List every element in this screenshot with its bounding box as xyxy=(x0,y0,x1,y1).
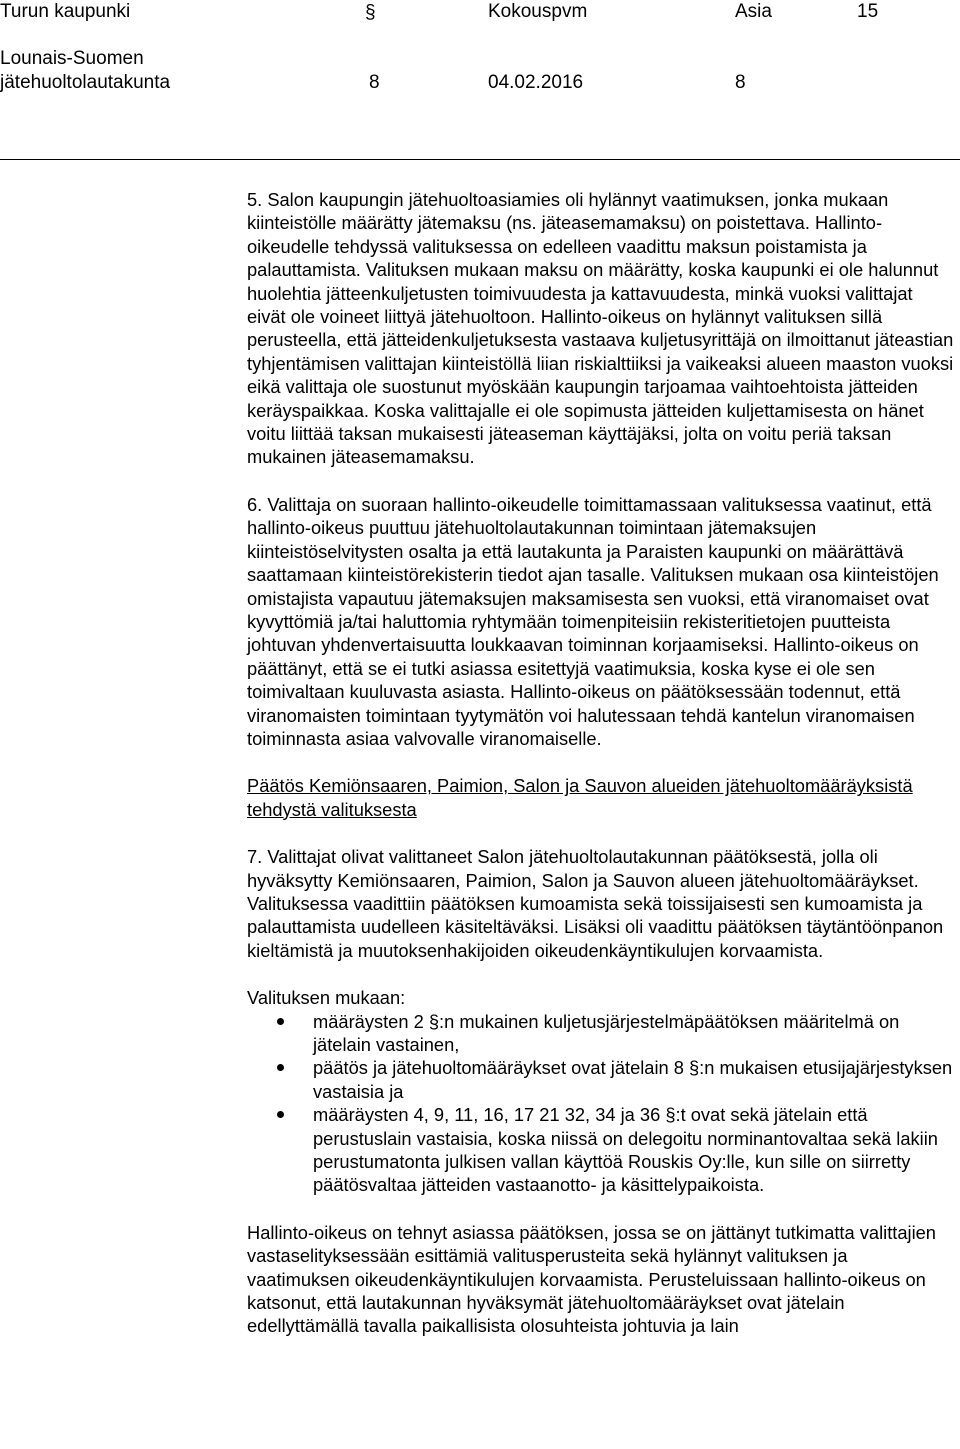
list-item-text: määräysten 2 §:n mukainen kuljetusjärjestelmäpäätöksen määritelmä on jätelain vastainen, xyxy=(313,1010,900,1055)
list-item-text: päätös ja jätehuoltomääräykset ovat jätelain 8 §:n mukaisen etusijajärjestyksen vastaisia ja xyxy=(313,1057,953,1102)
bullet-icon xyxy=(277,1111,284,1118)
list-item xyxy=(247,1103,954,1197)
list-item-text: määräysten 4, 9, 11, 16, 17 21 32, 34 ja 36 §:t ovat sekä jätelain että perustuslain vastaisia, koska niissä on delegoitu norminantovaltaa sekä lakiin perustumatonta julkisen vallan käyttöä Rouskis Oy:lle, kun sille on siirretty päätösvaltaa jätteiden vastaanotto- ja käsittelypaikoista. xyxy=(313,1104,938,1196)
list-item xyxy=(247,1010,954,1057)
section-heading: Päätös Kemiönsaaren, Paimion, Salon ja Sauvon alueiden jätehuoltomääräyksistä tehdystä valituksesta xyxy=(247,775,913,820)
header-board-line2: jätehuoltolautakunta xyxy=(0,72,171,93)
paragraph-5: 5. Salon kaupungin jätehuoltoasiamies oli hylännyt vaatimuksen, jonka mukaan kiinteistölle määrätty jätemaksu (ns. jäteasemamaksu) on poistettava. Hallinto-oikeudelle tehdyssä valituksessa on edelleen vaadittu maksun poistamista ja palauttamista. Valituksen mukaan maksu on määrätty, koska kaupunki ei ole halunnut huolehtia jätteenkuljetusten toimivuudesta ja kattavuudesta, minkä vuoksi valittajat eivät ole voineet liittyä jätehuoltoon. Hallinto-oikeus on hylännyt valituksen sillä perusteella, että jätteidenkuljetuksesta vastaava kuljetusyrittäjä on ilmoittanut jäteastian tyhjentämisen valittajan kiinteistöllä liian riskialttiiksi ja vaikeaksi alueen maaston vuoksi eikä valittaja ole suostunut myöskään kaupungin tarjoamaa vaihtoehtoista jätteiden keräyspaikkaa. Koska valittajalle ei ole sopimusta jätteiden kuljettamisesta on hänet voitu liittää taksan mukaisesti jäteaseman käyttäjäksi, jolta on voitu periä taksan mukainen jäteasemamaksu. xyxy=(247,189,954,468)
paragraph-6: 6. Valittaja on suoraan hallinto-oikeudelle toimittamassaan valituksessa vaatinut, että hallinto-oikeus puuttuu jätehuoltolautakunnan toimintaan jätemaksujen kiinteistöselvitysten osalta ja että lautakunta ja Paraisten kaupunki on määrättävä saattamaan kiinteistörekisterin tiedot ajan tasalle. Valituksen mukaan osa kiinteistöjen omistajista vapautuu jätemaksujen maksamisesta sen vuoksi, että viranomaiset ovat kyvyttömiä ja/tai haluttomia ryhtymään toimenpiteisiin rekisteritietojen puutteista johtuvan yhdenvertaisuutta loukkaavan toiminnan korjaamiseksi. Hallinto-oikeus on päättänyt, että se ei tutki asiassa esitettyjä vaatimuksia, koska kyse ei ole sen toimivaltaan kuuluvasta asiasta. Hallinto-oikeus on päätöksessään todennut, että viranomaisten toimintaan tyytymätön voi halutessaan tehdä kantelun viranomaisen toiminnasta asiaa valvovalle viranomaiselle. xyxy=(247,493,939,749)
header-board-line1: Lounais-Suomen xyxy=(0,48,144,69)
header-divider xyxy=(0,159,960,160)
header-asia-label: Asia xyxy=(735,1,772,22)
bullet-icon xyxy=(277,1018,284,1025)
header-page-number: 15 xyxy=(857,1,879,22)
header-kokouspvm-label: Kokouspvm xyxy=(488,1,588,22)
list-item xyxy=(247,1056,954,1103)
paragraph-last: Hallinto-oikeus on tehnyt asiassa päätöksen, jossa se on jättänyt tutkimatta valittajien vastaselityksessään esittämiä valitusperusteita sekä hylännyt valituksen ja vaatimuksen oikeudenkäyntikulujen korvaamista. Perusteluissaan hallinto-oikeus on katsonut, että lautakunnan hyväksymät jätehuoltomääräykset ovat jätelain edellyttämällä tavalla paikallisista olosuhteista johtuvia ja lain xyxy=(247,1221,936,1337)
header-section-number: 8 xyxy=(369,72,380,93)
header-org: Turun kaupunki xyxy=(0,1,131,22)
bullet-icon xyxy=(277,1064,284,1071)
document-body xyxy=(247,188,954,1362)
header-meeting-date: 04.02.2016 xyxy=(488,72,584,93)
bullet-list xyxy=(247,1010,954,1197)
list-intro: Valituksen mukaan: xyxy=(247,987,406,1009)
header-asia-number: 8 xyxy=(735,72,746,93)
section-symbol-icon: § xyxy=(365,2,376,23)
paragraph-7: 7. Valittajat olivat valittaneet Salon jätehuoltolautakunnan päätöksestä, jolla oli hyväksytty Kemiönsaaren, Paimion, Salon ja Sauvon alueen jätehuoltomääräykset. Valituksessa vaadittiin päätöksen kumoamista sekä toissijaisesti sen kumoamista ja palauttamista uudelleen käsiteltäväksi. Lisäksi oli vaadittu päätöksen täytäntöönpanon kieltämistä ja muutoksenhakijoiden oikeudenkäyntikulujen korvaamista. xyxy=(247,846,944,961)
